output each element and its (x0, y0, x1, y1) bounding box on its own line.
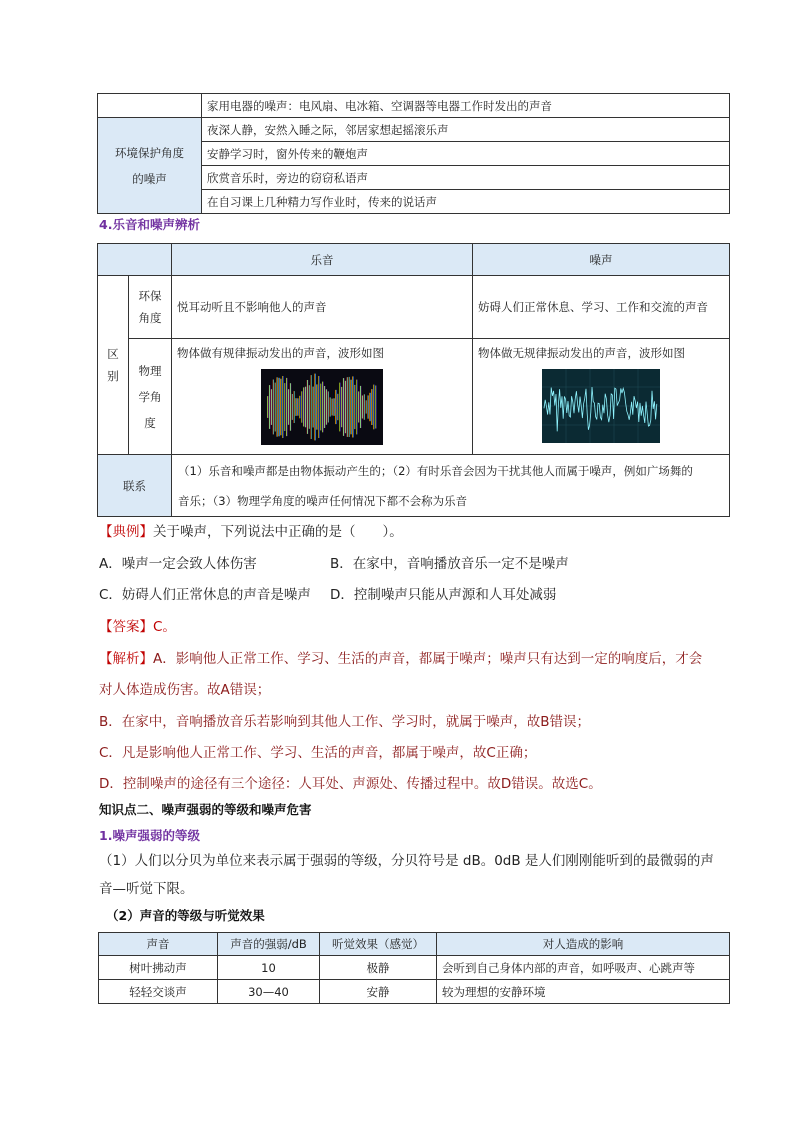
table-row (98, 455, 730, 517)
question-text: 关于噪声，下列说法中正确的是（ ）。 (153, 524, 403, 540)
label-line: 环保 (138, 289, 162, 303)
subsection-title: 1.噪声强弱的等级 (99, 828, 200, 843)
waveform-bar (341, 387, 342, 427)
waveform-bar (360, 386, 361, 428)
table-cell (98, 94, 202, 118)
waveform-bar (303, 387, 304, 426)
waveform-bar (267, 396, 268, 418)
table-cell: 安静 (320, 980, 437, 1004)
environment-noise-table (97, 93, 730, 214)
option-d: D．控制噪声只能从声源和人耳处减弱 (330, 587, 557, 603)
waveform-bar (369, 393, 370, 421)
table-row (98, 276, 730, 339)
waveform-bar (320, 384, 321, 431)
answer-line (99, 618, 176, 636)
header-line: 环境保护角度 (115, 145, 184, 160)
header-line: 的噪声 (132, 171, 167, 186)
waveform-bar (284, 383, 285, 431)
waveform-bar (292, 394, 293, 420)
waveform-bar (354, 385, 355, 429)
cell-text: 物体做无规律振动发出的声音，波形如图 (478, 346, 685, 360)
waveform-bar (332, 399, 333, 416)
table-cell: 安静学习时，窗外传来的鞭炮声 (202, 142, 730, 166)
waveform-bar (311, 375, 312, 439)
table-cell (172, 339, 473, 455)
table-row (98, 118, 730, 142)
table-cell: 夜深人静，安然入睡之际，邻居家想起摇滚乐声 (202, 118, 730, 142)
waveform-bar (371, 389, 372, 425)
waveform-bar (299, 396, 300, 419)
sound-level-table (98, 932, 730, 1004)
table-cell (473, 339, 730, 455)
waveform-bar (335, 390, 336, 424)
waveform-bar (349, 377, 350, 437)
waveform-bar (297, 398, 298, 415)
waveform-bar (273, 380, 274, 435)
table-header-row (99, 933, 730, 956)
waveform-bar (347, 377, 348, 437)
label-line: 物理 (138, 363, 162, 378)
waveform-bar (269, 385, 270, 429)
waveform-bar (358, 391, 359, 422)
waveform-bar (345, 381, 346, 433)
cell-text: 物体做有规律振动发出的声音，波形如图 (177, 346, 384, 360)
waveform-bar (309, 385, 310, 429)
row-header-cell (98, 118, 202, 214)
waveform-bar (305, 387, 306, 428)
cell-text: （1）乐音和噪声都是由物体振动产生的；（2）有时乐音会因为干扰其他人而属于噪声，例如广场舞的 (178, 463, 693, 478)
waveform-bar (282, 376, 283, 438)
waveform-bar (375, 386, 376, 429)
waveform-bar (286, 378, 287, 436)
waveform-bar (314, 374, 315, 441)
table-cell: 会听到自己身体内部的声音，如呼吸声、心跳声等 (437, 956, 730, 980)
waveform-bar (271, 389, 272, 425)
analysis-line: 对人体造成伤害。故A错误； (99, 682, 271, 698)
table-cell: 树叶拂动声 (99, 956, 218, 980)
column-header: 声音 (99, 933, 218, 956)
example-question (99, 523, 403, 541)
waveform-bar (366, 400, 367, 413)
section-title: 4.乐音和噪声辨析 (99, 217, 200, 232)
waveform-bar (288, 389, 289, 425)
label-line: 度 (144, 415, 156, 430)
row-label (129, 276, 172, 339)
table-cell: 轻轻交谈声 (99, 980, 218, 1004)
option-a: A．噪声一定会致人体伤害 (99, 556, 257, 572)
table-cell: 极静 (320, 956, 437, 980)
waveform-bar (313, 387, 314, 428)
waveform-bar (333, 398, 334, 416)
row-group-label (98, 276, 129, 455)
waveform-bar (316, 384, 317, 429)
example-tag: 【典例】 (99, 524, 153, 540)
waveform-bar (337, 394, 338, 420)
column-header: 声音的强弱/dB (218, 933, 320, 956)
waveform-bar (350, 380, 351, 435)
table-cell: 10 (218, 956, 320, 980)
label-line: 角度 (138, 311, 162, 325)
waveform-bar (318, 376, 319, 438)
waveform-bar (373, 385, 374, 430)
column-header: 对人造成的影响 (437, 933, 730, 956)
option-b: B．在家中，音响播放音乐一定不是噪声 (330, 556, 569, 572)
waveform-bar (301, 391, 302, 422)
label-char: 别 (107, 369, 119, 383)
knowledge-point-title: 知识点二、噪声强弱的等级和噪声危害 (99, 802, 312, 817)
label-line: 学角 (138, 389, 162, 404)
waveform-bar (278, 378, 279, 437)
waveform-bar (343, 378, 344, 436)
label-char: 区 (107, 347, 119, 361)
waveform-bar (339, 383, 340, 432)
analysis-line: D．控制噪声的途径有三个途径：人耳处、声源处、传播过程中。故D错误。故选C。 (99, 776, 602, 792)
paragraph-line: 音—听觉下限。 (99, 881, 194, 897)
table-cell (98, 244, 172, 276)
subsection-title: （2）声音的等级与听觉效果 (106, 908, 265, 923)
waveform-bar (328, 391, 329, 422)
waveform-bar (322, 382, 323, 433)
waveform-bar (275, 383, 276, 432)
table-cell: 家用电器的噪声：电风扇、电冰箱、空调器等电器工作时发出的声音 (202, 94, 730, 118)
paragraph-line: （1）人们以分贝为单位来表示属于强弱的等级，分贝符号是 dB。0dB 是人们刚刚能听到的最微弱的声 (99, 853, 714, 869)
table-row (99, 980, 730, 1004)
column-header: 听觉效果（感觉） (320, 933, 437, 956)
waveform-bar (368, 395, 369, 418)
table-cell: 欣赏音乐时，旁边的窃窃私语声 (202, 166, 730, 190)
row-label (129, 339, 172, 455)
table-row (98, 339, 730, 455)
option-c: C．妨碍人们正常休息的声音是噪声 (99, 587, 311, 603)
waveform-bar (295, 398, 296, 416)
table-cell: 妨碍人们正常休息、学习、工作和交流的声音 (473, 276, 730, 339)
table-row (98, 244, 730, 276)
noise-waveform-image (542, 369, 660, 443)
table-cell (172, 455, 730, 517)
analysis-tag: 【解析】 (99, 651, 153, 667)
analysis-line: B．在家中，音响播放音乐若影响到其他人工作、学习时，就属于噪声，故B错误； (99, 714, 591, 730)
table-cell: 较为理想的安静环境 (437, 980, 730, 1004)
waveform-bar (294, 391, 295, 423)
analysis-line: C．凡是影响他人正常工作、学习、生活的声音，都属于噪声，故C正确； (99, 745, 537, 761)
row-label: 联系 (98, 455, 172, 517)
waveform-bar (330, 397, 331, 416)
table-row (98, 94, 730, 118)
table-cell: 30—40 (218, 980, 320, 1004)
column-header: 噪声 (473, 244, 730, 276)
analysis-text: A．影响他人正常工作、学习、生活的声音，都属于噪声；噪声只有达到一定的响度后，才会 (153, 651, 703, 667)
waveform-bar (364, 394, 365, 420)
waveform-bar (324, 386, 325, 428)
table-cell: 在自习课上几种精力写作业时，传来的说话声 (202, 190, 730, 214)
analysis-line (99, 650, 702, 668)
cell-text: 音乐；（3）物理学角度的噪声任何情况下都不会称为乐音 (178, 493, 468, 508)
table-row (99, 956, 730, 980)
waveform-bar (326, 389, 327, 424)
answer-tag: 【答案】 (99, 619, 153, 635)
music-waveform-image (261, 369, 383, 445)
waveform-bar (277, 377, 278, 436)
table-cell: 悦耳动听且不影响他人的声音 (172, 276, 473, 339)
answer-text: C。 (153, 619, 176, 635)
waveform-bar (356, 380, 357, 435)
waveform-bar (290, 383, 291, 431)
column-header: 乐音 (172, 244, 473, 276)
waveform-bar (362, 396, 363, 419)
waveform-bar (280, 379, 281, 436)
waveform-bar (352, 376, 353, 437)
waveform-bar (307, 380, 308, 434)
music-vs-noise-table (97, 243, 730, 517)
